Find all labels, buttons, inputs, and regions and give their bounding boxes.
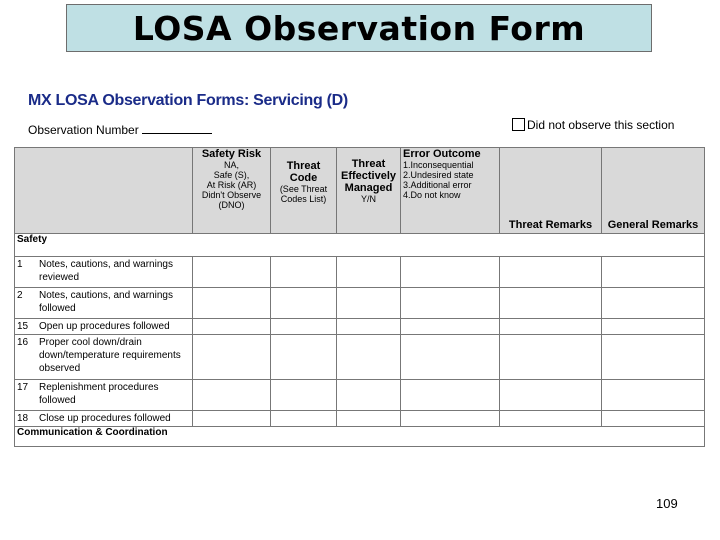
item-cell: 17 Replenishment procedures followed xyxy=(15,380,193,411)
threat-code-cell[interactable] xyxy=(271,411,337,427)
item-cell: 1 Notes, cautions, and warnings reviewed xyxy=(15,257,193,288)
section-row-communication xyxy=(15,427,705,447)
header-threat-remarks: Threat Remarks xyxy=(500,148,602,234)
general-remarks-cell[interactable] xyxy=(602,335,705,380)
threat-code-cell[interactable] xyxy=(271,319,337,335)
table-row xyxy=(15,257,705,288)
item-cell: 2 Notes, cautions, and warnings followed xyxy=(15,288,193,319)
threat-code-cell[interactable] xyxy=(271,288,337,319)
error-outcome-cell[interactable] xyxy=(401,288,500,319)
header-threat-code: Threat Code (See Threat Codes List) xyxy=(271,148,337,234)
header-safety-risk: Safety Risk NA, Safe (S), At Risk (AR) Didn't Observe (DNO) xyxy=(193,148,271,234)
item-cell: 18 Close up procedures followed xyxy=(15,411,193,427)
header-error-outcome: Error Outcome 1.Inconsequential 2.Undesired state 3.Additional error 4.Do not know xyxy=(401,148,500,234)
threat-code-cell[interactable] xyxy=(271,380,337,411)
table-row xyxy=(15,288,705,319)
table-row xyxy=(15,335,705,380)
threat-managed-cell[interactable] xyxy=(337,288,401,319)
table-row xyxy=(15,319,705,335)
threat-managed-cell[interactable] xyxy=(337,319,401,335)
table-header-row xyxy=(15,148,705,234)
threat-remarks-cell[interactable] xyxy=(500,257,602,288)
threat-code-cell[interactable] xyxy=(271,335,337,380)
safety-risk-cell[interactable] xyxy=(193,380,271,411)
threat-code-cell[interactable] xyxy=(271,257,337,288)
threat-managed-cell[interactable] xyxy=(337,335,401,380)
observation-table xyxy=(14,147,705,447)
header-general-remarks: General Remarks xyxy=(602,148,705,234)
general-remarks-cell[interactable] xyxy=(602,288,705,319)
header-item-column xyxy=(15,148,193,234)
did-not-observe-label: Did not observe this section xyxy=(527,118,675,132)
form-heading: MX LOSA Observation Forms: Servicing (D) xyxy=(28,92,348,109)
error-outcome-cell[interactable] xyxy=(401,257,500,288)
item-cell: 15 Open up procedures followed xyxy=(15,319,193,335)
threat-managed-cell[interactable] xyxy=(337,257,401,288)
threat-remarks-cell[interactable] xyxy=(500,411,602,427)
section-label: Communication & Coordination xyxy=(15,427,705,447)
slide-title-box xyxy=(66,4,652,52)
did-not-observe-checkbox[interactable] xyxy=(512,118,525,131)
threat-remarks-cell[interactable] xyxy=(500,288,602,319)
safety-risk-cell[interactable] xyxy=(193,288,271,319)
item-cell: 16 Proper cool down/drain down/temperature requirements observed xyxy=(15,335,193,380)
observation-number-blank[interactable] xyxy=(142,122,212,134)
slide-title: LOSA Observation Form xyxy=(132,9,586,48)
error-outcome-cell[interactable] xyxy=(401,319,500,335)
threat-managed-cell[interactable] xyxy=(337,411,401,427)
safety-risk-cell[interactable] xyxy=(193,335,271,380)
section-label: Safety xyxy=(15,234,705,257)
table-row xyxy=(15,380,705,411)
general-remarks-cell[interactable] xyxy=(602,319,705,335)
did-not-observe[interactable] xyxy=(512,118,674,132)
general-remarks-cell[interactable] xyxy=(602,411,705,427)
threat-managed-cell[interactable] xyxy=(337,380,401,411)
safety-risk-cell[interactable] xyxy=(193,411,271,427)
table-row xyxy=(15,411,705,427)
general-remarks-cell[interactable] xyxy=(602,380,705,411)
safety-risk-cell[interactable] xyxy=(193,257,271,288)
observation-number-field[interactable] xyxy=(28,122,212,137)
threat-remarks-cell[interactable] xyxy=(500,335,602,380)
error-outcome-cell[interactable] xyxy=(401,411,500,427)
general-remarks-cell[interactable] xyxy=(602,257,705,288)
threat-remarks-cell[interactable] xyxy=(500,380,602,411)
error-outcome-cell[interactable] xyxy=(401,380,500,411)
error-outcome-cell[interactable] xyxy=(401,335,500,380)
section-row-safety xyxy=(15,234,705,257)
threat-remarks-cell[interactable] xyxy=(500,319,602,335)
observation-number-label: Observation Number xyxy=(28,123,139,137)
safety-risk-cell[interactable] xyxy=(193,319,271,335)
page-number: 109 xyxy=(656,496,678,511)
header-threat-managed: Threat Effectively Managed Y/N xyxy=(337,148,401,234)
